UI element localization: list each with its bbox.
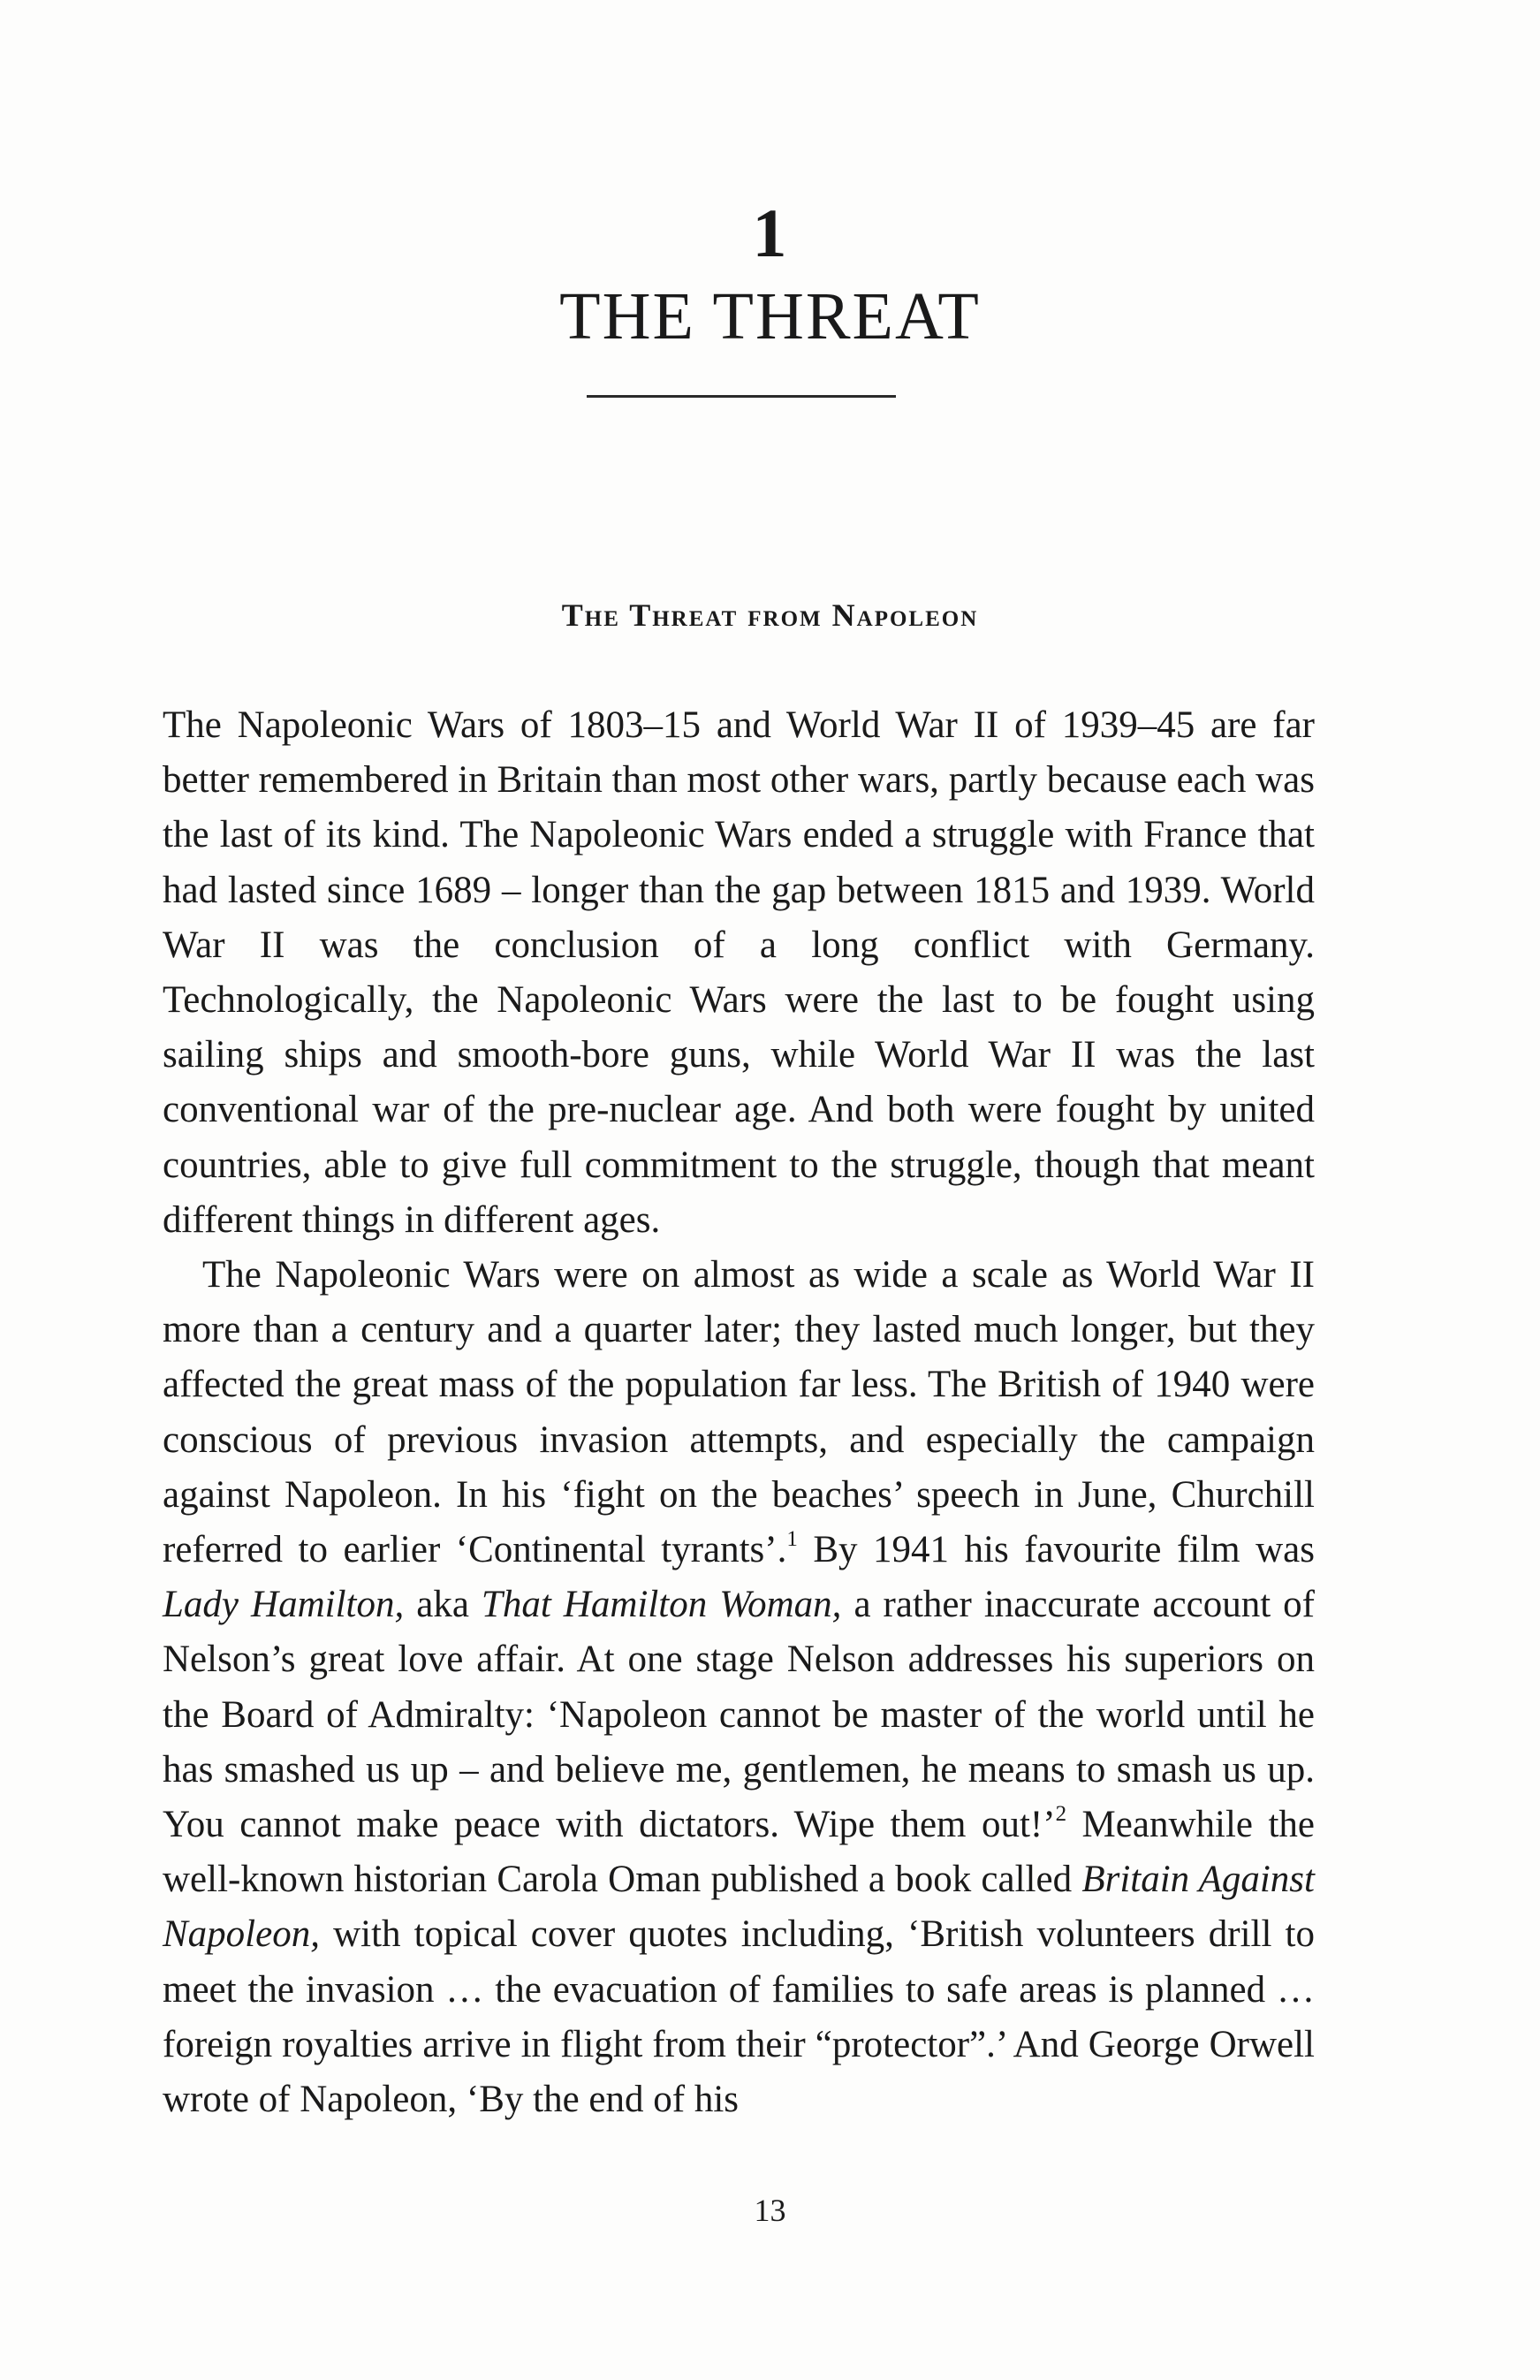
text-run: Meanwhile the well-known historian Carola Oman published a book called [163, 1804, 1315, 1901]
text-run: a rather inaccurate account of Nelson’s great love affair. At one stage Nelson addresses his superiors on the Board of Admiralty: ‘Napoleon cannot be master of the world until he has smashed us up – and believe me, gentlemen, he means to smash us up. You cannot make peace with dictators. Wipe them out!’ [163, 1584, 1316, 1846]
text-run: By 1941 his favourite film was [797, 1529, 1315, 1571]
text-run: The Napoleonic Wars were on almost as wide a scale as World War II more than a century and a quarter later; they lasted much longer, but they affected the great mass of the population far less. The British of 1940 were conscious of previous invasion attempts, and especially the campaign against Napoleon. In his ‘fight on the beaches’ speech in June, Churchill referred to earlier ‘Continental tyrants’. [163, 1254, 1315, 1571]
italic-title: That Hamilton Woman, [481, 1584, 842, 1626]
section-heading: The Threat from Napoleon [561, 597, 979, 633]
paragraph [163, 1248, 1315, 2127]
title-rule [587, 395, 896, 398]
footnote-marker: 1 [786, 1527, 798, 1552]
footnote-marker: 2 [1055, 1802, 1067, 1827]
chapter-number: 1 [752, 194, 788, 271]
body-text [163, 698, 1315, 2127]
page-number: 13 [754, 2193, 786, 2228]
italic-title: Lady Hamilton, [163, 1584, 405, 1626]
text-run: The Napoleonic Wars of 1803–15 and World War II of 1939–45 are far better remembered in Britain than most other wars, partly because each was the last of its kind. The Napoleonic Wars ended a struggle with France that had lasted since 1689 – longer than the gap between 1815 and 1939. World War II was the conclusion of a long conflict with Germany. Technologically, the Napoleonic Wars were the last to be fought using sailing ships and smooth-bore guns, while World War II was the last conventional war of the pre-nuclear age. And both were fought by united countries, able to give full commitment to the struggle, though that meant different things in different ages. [163, 704, 1315, 1241]
italic-title: Britain Against Napoleon, [163, 1859, 1315, 1956]
text-run: with topical cover quotes including, ‘British volunteers drill to meet the invasion … the evacuation of families to safe areas is planned … foreign royalties arrive in flight from their “protector”.’ And George Orwell wrote of Napoleon, ‘By the end of his [163, 1913, 1315, 2121]
chapter-title: THE THREAT [559, 279, 981, 354]
text-run: aka [404, 1584, 482, 1626]
paragraph [163, 698, 1315, 1248]
